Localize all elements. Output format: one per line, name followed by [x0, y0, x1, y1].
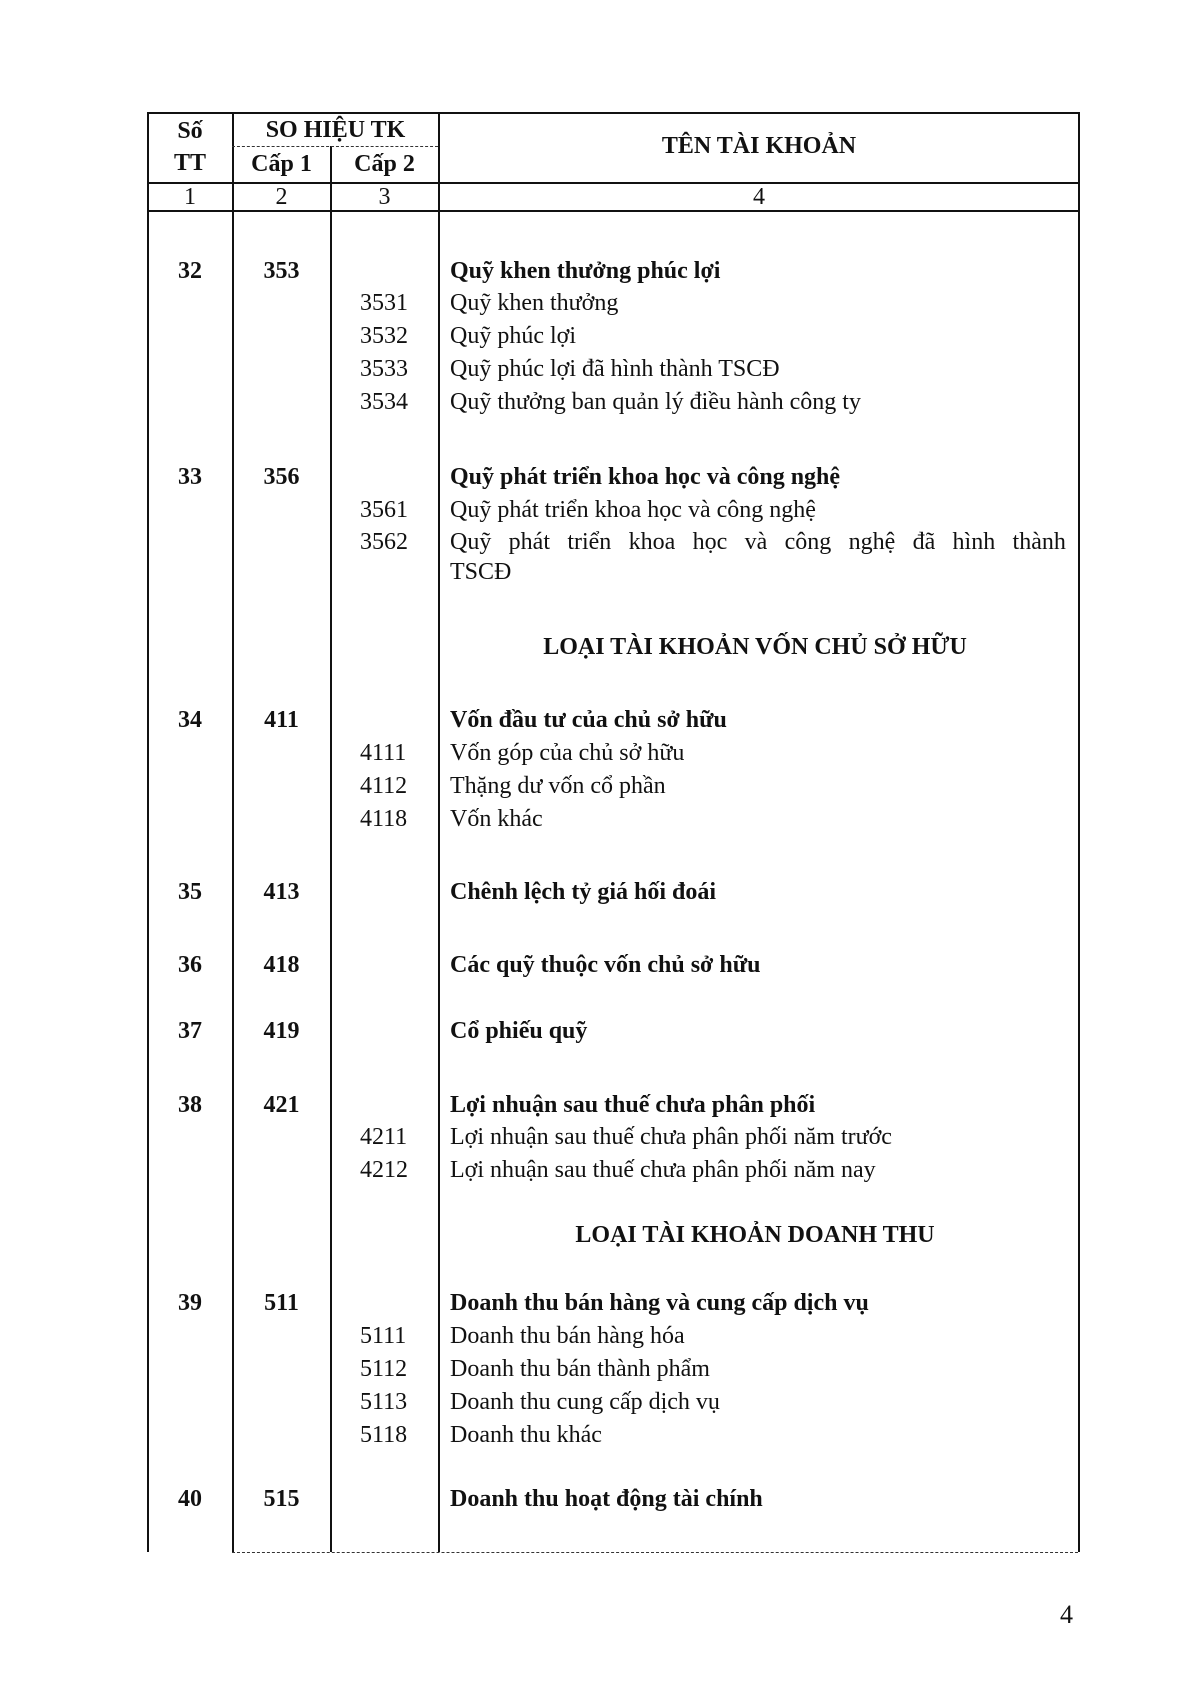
table-left-border: [147, 112, 149, 1552]
row-33-name: Quỹ phát triển khoa học và công nghệ: [450, 464, 841, 490]
row-3533-name: Quỹ phúc lợi đã hình thành TSCĐ: [450, 356, 780, 382]
section-heading-doanh-thu: LOẠI TÀI KHOẢN DOANH THU: [575, 1222, 935, 1248]
row-37-cap1: 419: [263, 1018, 300, 1044]
row-34-cap1: 411: [264, 707, 299, 733]
row-36-name: Các quỹ thuộc vốn chủ sở hữu: [450, 952, 761, 978]
row-40-name: Doanh thu hoạt động tài chính: [450, 1486, 763, 1512]
row-4112-name: Thặng dư vốn cổ phần: [450, 773, 666, 799]
header-so: Số: [177, 118, 203, 144]
row-3562-word: thành: [1012, 529, 1066, 555]
row-5112-code: 5112: [360, 1356, 408, 1382]
row-36-stt: 36: [178, 952, 202, 978]
row-5111-name: Doanh thu bán hàng hóa: [450, 1323, 685, 1349]
row-34-name: Vốn đầu tư của chủ sở hữu: [450, 707, 727, 733]
row-3562-word: học: [692, 529, 728, 555]
row-39-name: Doanh thu bán hàng và cung cấp dịch vụ: [450, 1290, 869, 1316]
header-ten-tai-khoan: TÊN TÀI KHOẢN: [661, 133, 857, 159]
row-40-stt: 40: [178, 1486, 202, 1512]
row-37-name: Cổ phiếu quỹ: [450, 1018, 588, 1044]
row-3561-code: 3561: [360, 497, 408, 523]
row-35-cap1: 413: [263, 879, 300, 905]
row-3562-word: triển: [567, 529, 612, 555]
header-cap1: Cấp 1: [251, 151, 312, 177]
header-so-hieu-tk: SO HIỆU TK: [265, 117, 406, 143]
table-bottom-line: [232, 1552, 1078, 1553]
row-33-cap1: 356: [263, 464, 300, 490]
row-5118-code: 5118: [360, 1422, 408, 1448]
row-39-stt: 39: [178, 1290, 202, 1316]
row-3531-code: 3531: [360, 290, 408, 316]
row-3562-word: đã: [912, 529, 936, 555]
row-4111-code: 4111: [360, 740, 407, 766]
row-4118-code: 4118: [360, 806, 408, 832]
row-34-stt: 34: [178, 707, 202, 733]
row-4118-name: Vốn khác: [450, 806, 543, 832]
row-3562-word: Quỹ: [450, 529, 492, 555]
row-32-cap1: 353: [263, 258, 300, 284]
row-3562-name-continued: TSCĐ: [450, 559, 512, 585]
page-number: 4: [1060, 1600, 1073, 1629]
row-5118-name: Doanh thu khác: [450, 1422, 602, 1448]
row-32-stt: 32: [178, 258, 202, 284]
row-40-cap1: 515: [263, 1486, 300, 1512]
column-number-4: 4: [753, 184, 765, 210]
row-3562-word: nghệ: [848, 529, 896, 555]
column-number-2: 2: [275, 184, 288, 210]
row-38-cap1: 421: [263, 1092, 300, 1118]
header-tt: TT: [173, 150, 206, 176]
row-3531-name: Quỹ khen thưởng: [450, 290, 619, 316]
row-3562-word: phát: [508, 529, 550, 555]
row-3562-word: và: [744, 529, 768, 555]
row-3562-code: 3562: [360, 529, 408, 555]
row-32-name: Quỹ khen thưởng phúc lợi: [450, 258, 721, 284]
column-number-1: 1: [184, 184, 196, 210]
row-3562-word: hình: [952, 529, 996, 555]
row-4211-code: 4211: [360, 1124, 408, 1150]
row-35-name: Chênh lệch tỷ giá hối đoái: [450, 879, 717, 905]
column-divider-3: [438, 112, 440, 1552]
row-5112-name: Doanh thu bán thành phẩm: [450, 1356, 710, 1382]
header-cap2: Cấp 2: [354, 151, 415, 177]
row-33-stt: 33: [178, 464, 202, 490]
row-3562-name: [450, 527, 1066, 557]
row-5113-name: Doanh thu cung cấp dịch vụ: [450, 1389, 720, 1415]
row-35-stt: 35: [178, 879, 202, 905]
row-3532-name: Quỹ phúc lợi: [450, 323, 577, 349]
row-38-name: Lợi nhuận sau thuế chưa phân phối: [450, 1092, 816, 1118]
row-39-cap1: 511: [264, 1290, 299, 1316]
row-3562-word: công: [784, 529, 832, 555]
row-3533-code: 3533: [360, 356, 408, 382]
row-4111-name: Vốn góp của chủ sở hữu: [450, 740, 685, 766]
row-37-stt: 37: [178, 1018, 202, 1044]
row-5111-code: 5111: [360, 1323, 407, 1349]
column-number-3: 3: [378, 184, 391, 210]
row-4112-code: 4112: [360, 773, 408, 799]
row-3534-name: Quỹ thưởng ban quản lý điều hành công ty: [450, 389, 861, 415]
section-heading-von-chu-so-huu: LOẠI TÀI KHOẢN VỐN CHỦ SỞ HỮU: [543, 634, 967, 660]
column-divider-1: [232, 112, 234, 1552]
row-38-stt: 38: [178, 1092, 202, 1118]
row-4212-name: Lợi nhuận sau thuế chưa phân phối năm nay: [450, 1157, 876, 1183]
row-3561-name: Quỹ phát triển khoa học và công nghệ: [450, 497, 816, 523]
row-5113-code: 5113: [360, 1389, 408, 1415]
table-top-border: [147, 112, 1079, 114]
table-right-border: [1078, 112, 1080, 1552]
row-36-cap1: 418: [263, 952, 300, 978]
row-4211-name: Lợi nhuận sau thuế chưa phân phối năm trước: [450, 1124, 892, 1150]
row-3562-word: khoa: [628, 529, 676, 555]
row-3534-code: 3534: [360, 389, 408, 415]
header-split-line: [232, 146, 438, 147]
row-4212-code: 4212: [360, 1157, 408, 1183]
row-3532-code: 3532: [360, 323, 408, 349]
